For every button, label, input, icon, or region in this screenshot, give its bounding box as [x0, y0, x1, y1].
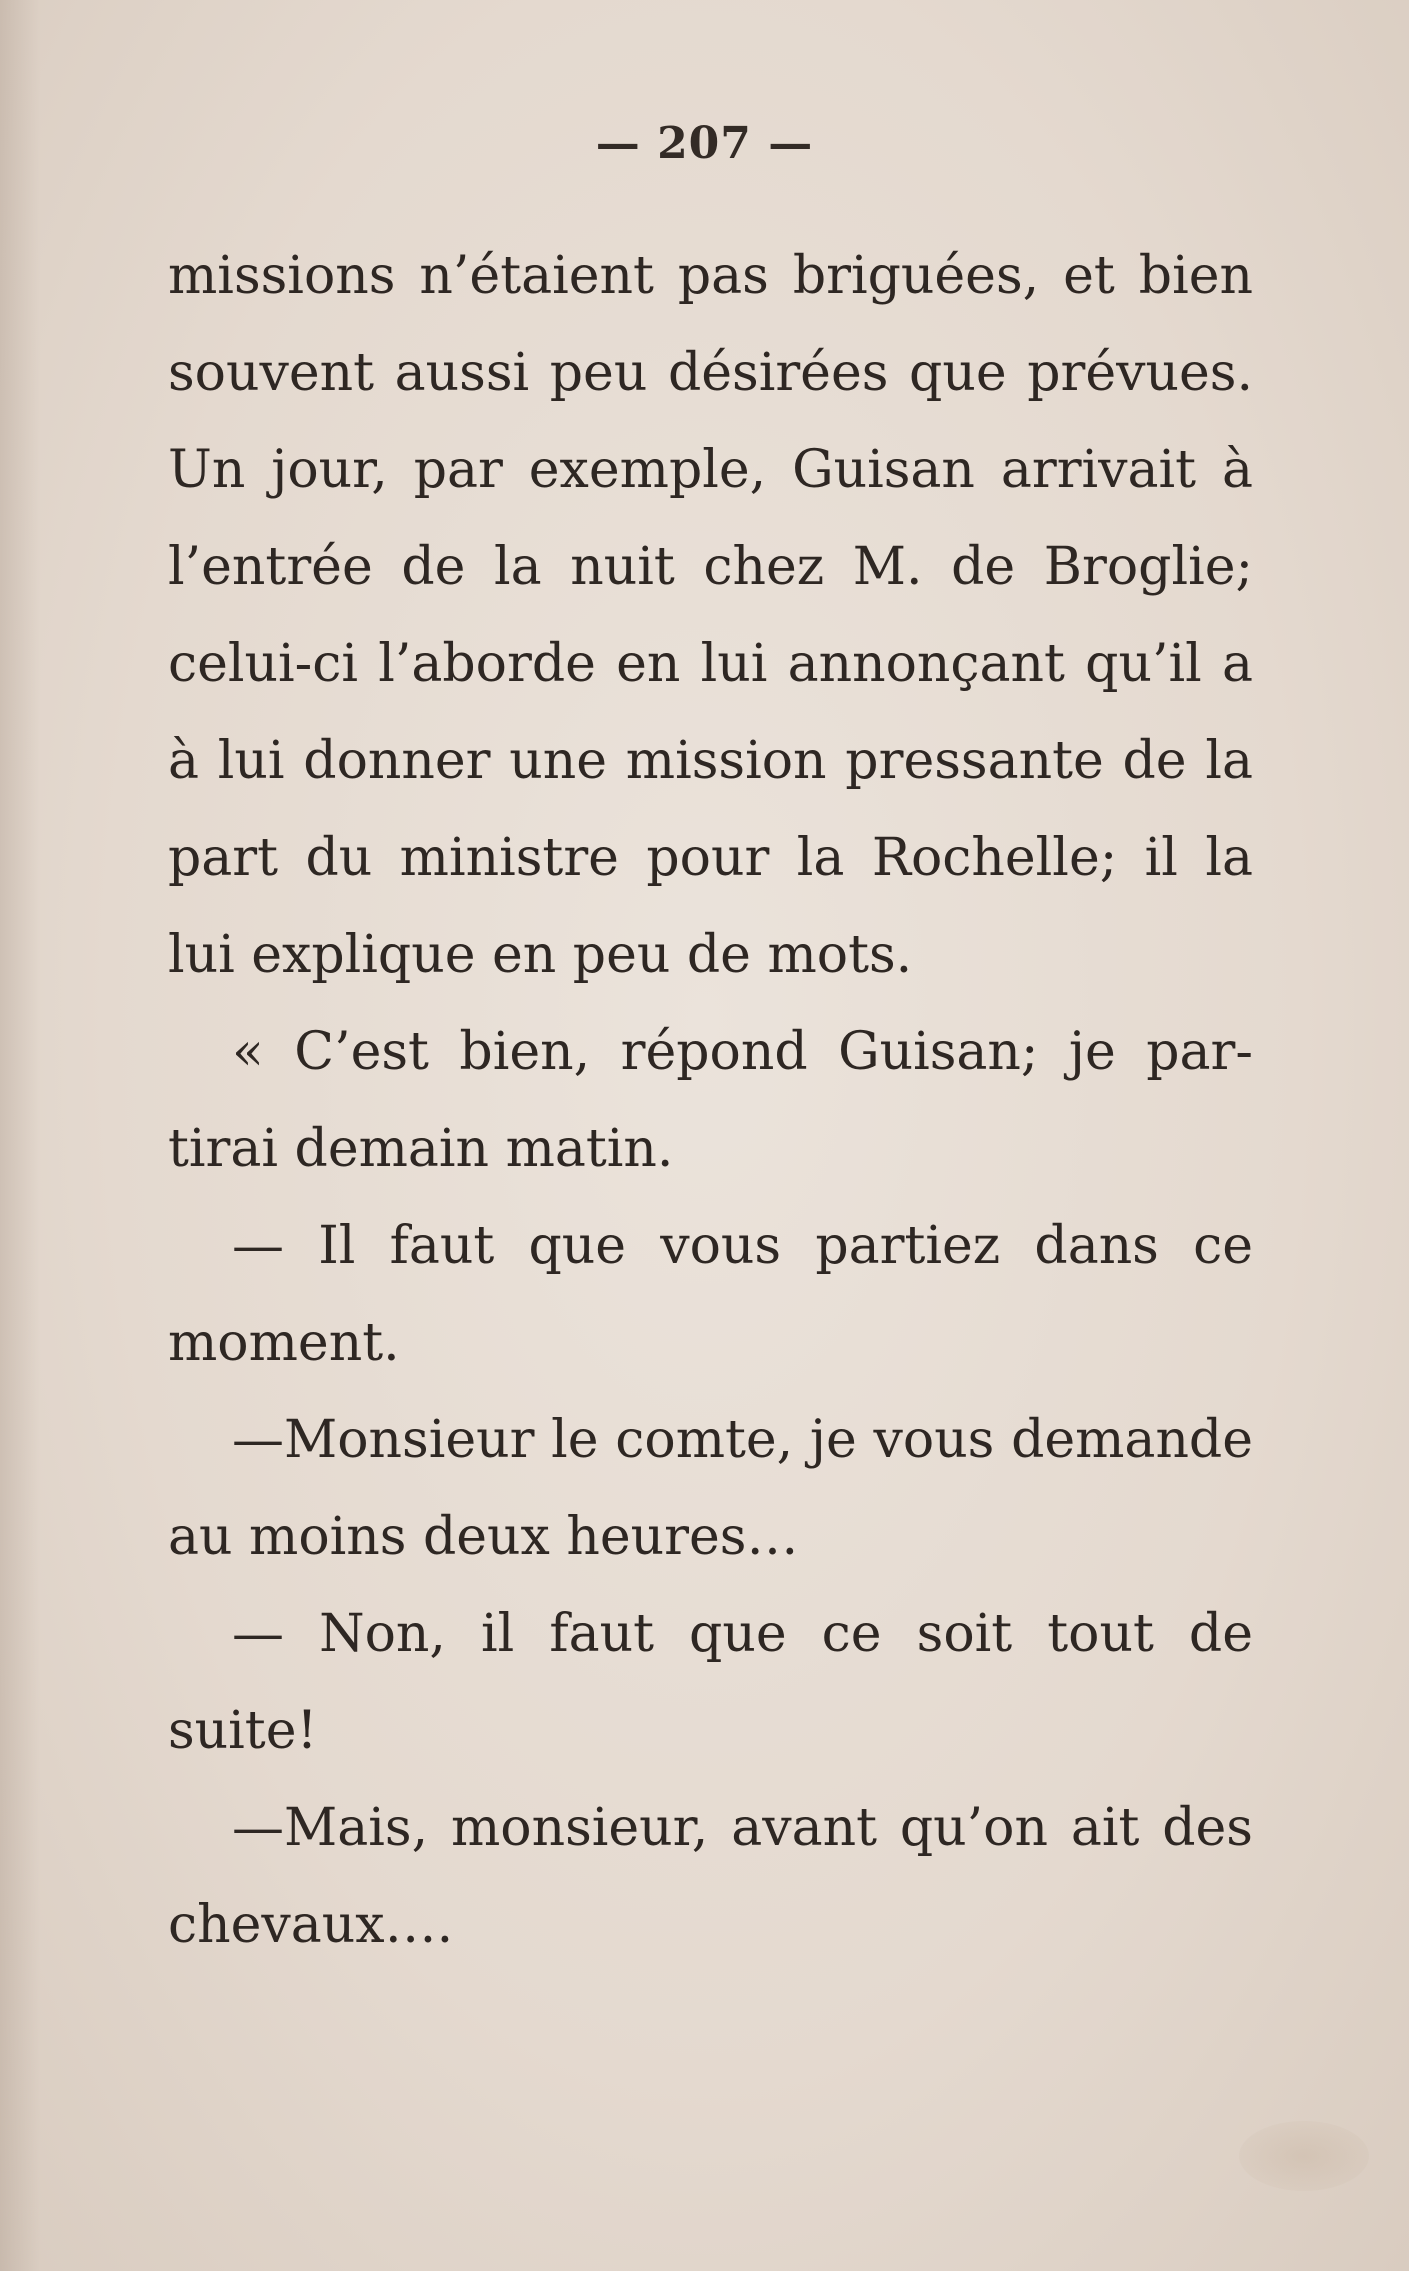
- text-line: souvent aussi peu désirées que prévues.: [168, 343, 1253, 403]
- text-line: — Non, il faut que ce soit tout de: [232, 1604, 1253, 1664]
- text-line: Un jour, par exemple, Guisan arrivait à: [168, 440, 1253, 500]
- text-line: —Mais, monsieur, avant qu’on ait des: [232, 1798, 1253, 1858]
- text-line: moment.: [168, 1313, 400, 1373]
- text-line: missions n’étaient pas briguées, et bien: [168, 246, 1253, 306]
- page-number: — 207 —: [595, 118, 814, 169]
- text-line: suite!: [168, 1701, 318, 1761]
- text-line: à lui donner une mission pressante de la: [168, 731, 1253, 791]
- text-line: chevaux….: [168, 1895, 454, 1955]
- text-line: — Il faut que vous partiez dans ce: [232, 1216, 1253, 1276]
- text-line: —Monsieur le comte, je vous demande: [232, 1410, 1253, 1470]
- text-line: celui-ci l’aborde en lui annonçant qu’il a: [168, 634, 1253, 694]
- text-line: tirai demain matin.: [168, 1119, 674, 1179]
- text-line: l’entrée de la nuit chez M. de Broglie;: [168, 537, 1253, 597]
- text-line: au moins deux heures…: [168, 1507, 799, 1567]
- text-line: « C’est bien, répond Guisan; je par-: [232, 1022, 1253, 1082]
- body-text: [168, 228, 1253, 1974]
- paper-stain: [1239, 2121, 1369, 2191]
- text-line: lui explique en peu de mots.: [168, 925, 913, 985]
- text-line: part du ministre pour la Rochelle; il la: [168, 828, 1253, 888]
